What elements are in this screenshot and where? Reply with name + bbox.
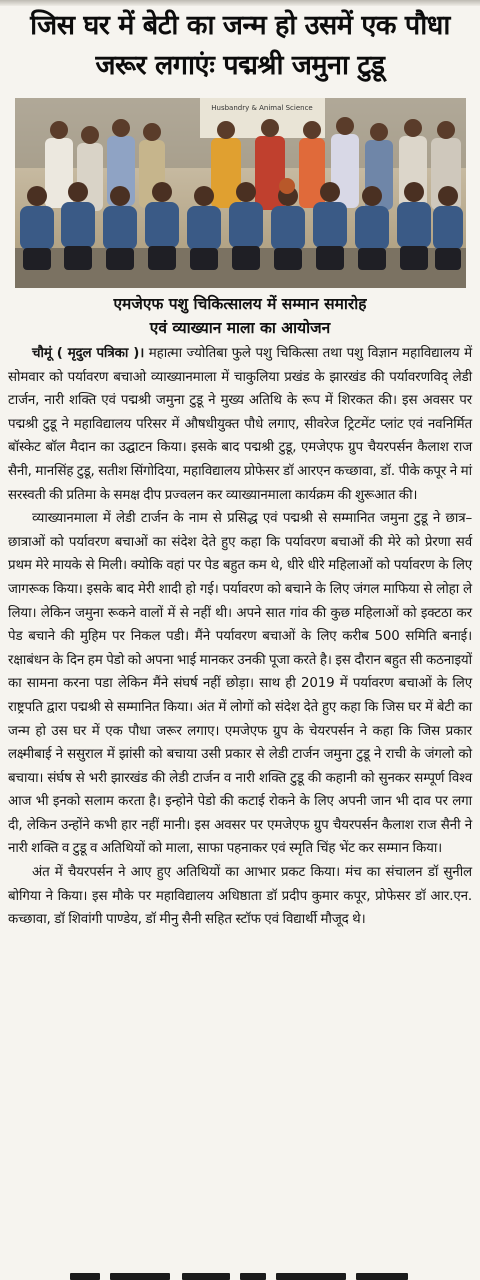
headline — [6, 6, 474, 86]
article-body — [8, 342, 472, 932]
photo-caption — [10, 292, 470, 340]
article-paragraph-2: व्याख्यानमाला में लेडी टार्जन के नाम से प्रसिद्ध एवं पद्मश्री से सम्मानित जमुना टुडू ने छात्र–छात्राओं को पर्यावरण बचाओं का संदेश देते हुए कहा कि पर्यावरण बचाओं की मेरे को प्रेरणा सर्व प्रथम मेरे मायके से मिली। क्योकि वहां पर पेड बहुत कम थे, धीरे धीरे महिलाओं को पर्यावरण के लिए जागरूक किया। इसके बाद मेरी शादी हो गई। पर्यावरण को बचाने के लिए जंगल माफिया से लोहा ले लिया। लेकिन जमुना रूकने वालों में से नहीं थी। अपने सात गांव की कुछ महिलाओं को इक्टठा कर पेड बचाने की मुहिम पर निकल पडी। मैंने पर्यावरण बचाओं के लिए करीब 500 समिति बनाई। रक्षाबंधन के दिन हम पेडो को अपना भाई मानकर उनकी पूजा करते है। इस दौरान बहुत सी कठनाइयों का सामना करना पडा लेकिन मैंने संघर्ष नहीं छोड़ा। साथ ही 2019 में पर्यावरण बचाओं के लिए राष्ट्रपति द्वारा पद्मश्री से सम्मानित किया। अंत में लोगों को संदेश देते हुए कहा कि जिस घर में बेटी का जन्म हो उस घर में एक पौधा जरूर लगाए। एमजेएफ ग्रुप के चेयरपर्सन ने कहा कि जिस प्रकार लक्ष्मीबाई ने ससुराल में झांसी को बचाया उसी प्रकार से लेडी टार्जन जमुना टुडू ने राची के जंगलो को बचाया। संर्घष से भरी झारखंड की लेडी टार्जन व नारी शक्ति टुडू की कहानी को सुनकर सम्पूर्ण विश्व आज भी इनको सलाम करता है। इन्होने पेडो की कटाई रोकने के लिए अपनी जान भी दाव पर लगा दी, लेकिन उन्होंने कभी हार नहीं मानी। इस अवसर पर एमजेएफ ग्रुप चैयरपर्सन कैलाश राज सैनी ने नारी शक्ति व टुडू व अतिथियों को माला, साफा पहनाकर एवं स्मृति चिंह भेंट कर सम्मान किया। — [8, 511, 472, 857]
paragraph-1-text: महात्मा ज्योतिबा फुले पशु चिकित्सा तथा पशु विज्ञान महाविद्यालय में सोमवार को पर्यावरण बचाओ व्याख्यानमाला में चाकुलिया प्रखंड के झारखंड की पर्यावरणविद् लेडी टार्जन, नारी शक्ति एवं पद्मश्री जमुना टुडू ने मुख्य अतिथि के रूप में शिरकत की। इस अवसर पर पद्मश्री टुडू ने महाविद्यालय परिसर में औषधीयुक्त पौधे लगाए, सीवरेज ट्रिटमेंट प्लांट एवं नवनिर्मित बॉस्केट बॉल मैदान का उद्घाटन किया। इसके बाद पद्मश्री टुडू, एमजेएफ ग्रुप चैयरपर्सन कैलाश राज सैनी, मानसिंह टुडू, सतीश सिंगोदिया, महाविद्यालय प्रोफेसर डॉ आरएन कच्छावा, डॉ. पीके कपूर ने मां सरस्वती की प्रतिमा के समक्ष दीप प्रज्वलन कर व्याख्यानमाला कार्यक्रम की शुरूआत की। — [8, 346, 472, 503]
clipped-next-headline-edge — [0, 1266, 480, 1280]
caption-line-2: एवं व्याख्यान माला का आयोजन — [149, 319, 331, 337]
basketball — [279, 178, 295, 194]
group-photo-illustration — [15, 98, 466, 288]
dateline: चौमूं ( मृदुल पत्रिका )। — [32, 346, 145, 361]
article-paragraph-3: अंत में चैयरपर्सन ने आए हुए अतिथियों का आभार प्रकट किया। मंच का संचालन डॉ सुनील बोगिया ने किया। इस मौके पर महाविद्यालय अधिष्ठाता डॉ प्रदीप कुमार कपूर, प्रोफेसर डॉ आर.एन. कच्छावा, डॉ शिवांगी पाण्डेय, डॉ मीनु सैनी सहित स्टॉफ एवं विद्यार्थी मौजूद थे। — [8, 865, 472, 928]
headline-line-1: जिस घर में बेटी का जन्म हो उसमें एक पौधा — [30, 10, 450, 41]
banner-text: Husbandry & Animal Science — [211, 104, 313, 112]
article-paragraph-1 — [8, 342, 472, 507]
group-photo — [15, 98, 466, 288]
headline-line-2: जरूर लगाएंः पद्मश्री जमुना टुडू — [95, 50, 385, 81]
caption-line-1: एमजेएफ पशु चिकित्सालय में सम्मान समारोह — [113, 295, 367, 313]
